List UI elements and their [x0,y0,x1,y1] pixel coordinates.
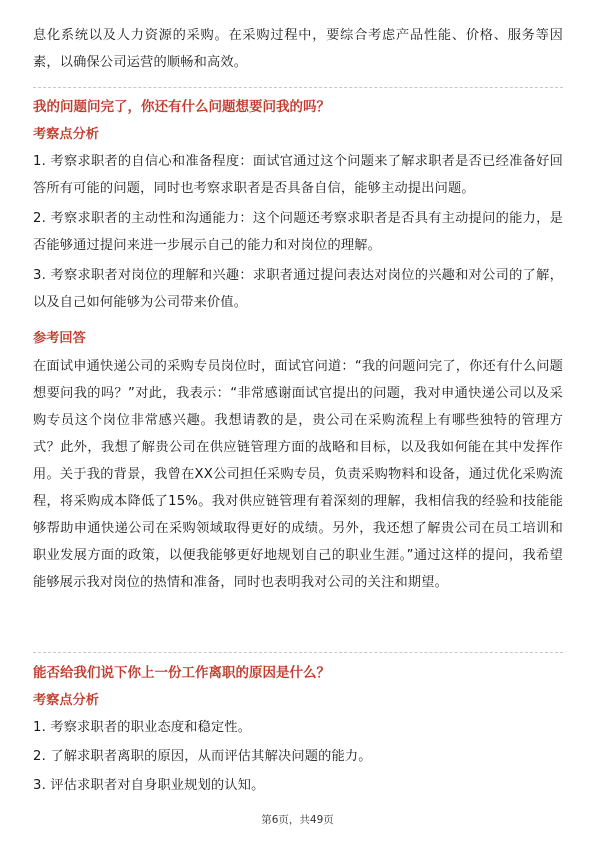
intro-paragraph: 息化系统以及人力资源的采购。在采购过程中，要综合考虑产品性能、价格、服务等因素，以确保公司运营的顺畅和高效。 [33,28,563,70]
answer-text: 在面试申通快递公司的采购专员岗位时，面试官问道：“我的问题问完了，你还有什么问题想要问我的吗？”对此，我表示：“非常感谢面试官提出的问题，我对申通快递公司以及采购专员这个岗位非常感兴趣。我想请教的是，贵公司在采购流程上有哪些独特的管理方式？此外，我想了解贵公司在供应链管理方面的战略和目标，以及我如何能在其中发挥作用。关于我的背景，我曾在XX公司担任采购专员，负责采购物料和设备，通过优化采购流程，将采购成本降低了15%。我对供应链管理有着深刻的理解，我相信我的经验和技能能够帮助申通快递公司在采购领域取得更好的成绩。另外，我还想了解贵公司在员工培训和职业发展方面的政策，以便我能够更好地规划自己的职业生涯。”通过这样的提问，我希望能够展示我对岗位的热情和准备，同时也表明我对公司的关注和期望。 [33,359,563,590]
section-divider [33,87,563,88]
analysis-item: 1. 考察求职者的自信心和准备程度：面试官通过这个问题来了解求职者是否已经准备好回答所有可能的问题，同时也考察求职者是否具备自信，能够主动提出问题。 [33,154,563,196]
analysis-label: 考察点分析 [33,127,99,142]
analysis-item: 3. 考察求职者对岗位的理解和兴趣：求职者通过提问表达对岗位的兴趣和对公司的了解，以及自己如何能够为公司带来价值。 [33,268,563,310]
analysis-item: 1. 考察求职者的职业态度和稳定性。 [33,720,252,735]
analysis-item: 2. 了解求职者离职的原因，从而评估其解决问题的能力。 [33,749,372,764]
question-heading: 我的问题问完了，你还有什么问题想要问我的吗？ [33,99,330,115]
analysis-item: 2. 考察求职者的主动性和沟通能力：这个问题还考察求职者是否具有主动提问的能力，是否能够通过提问来进一步展示自己的能力和对岗位的理解。 [33,211,563,253]
page-footer: 第6页，共49页 [261,814,334,826]
analysis-label: 考察点分析 [33,693,99,708]
section-divider [33,652,563,653]
answer-label: 参考回答 [33,331,86,346]
question-heading: 能否给我们说下你上一份工作离职的原因是什么？ [33,665,330,681]
analysis-item: 3. 评估求职者对自身职业规划的认知。 [33,778,265,793]
